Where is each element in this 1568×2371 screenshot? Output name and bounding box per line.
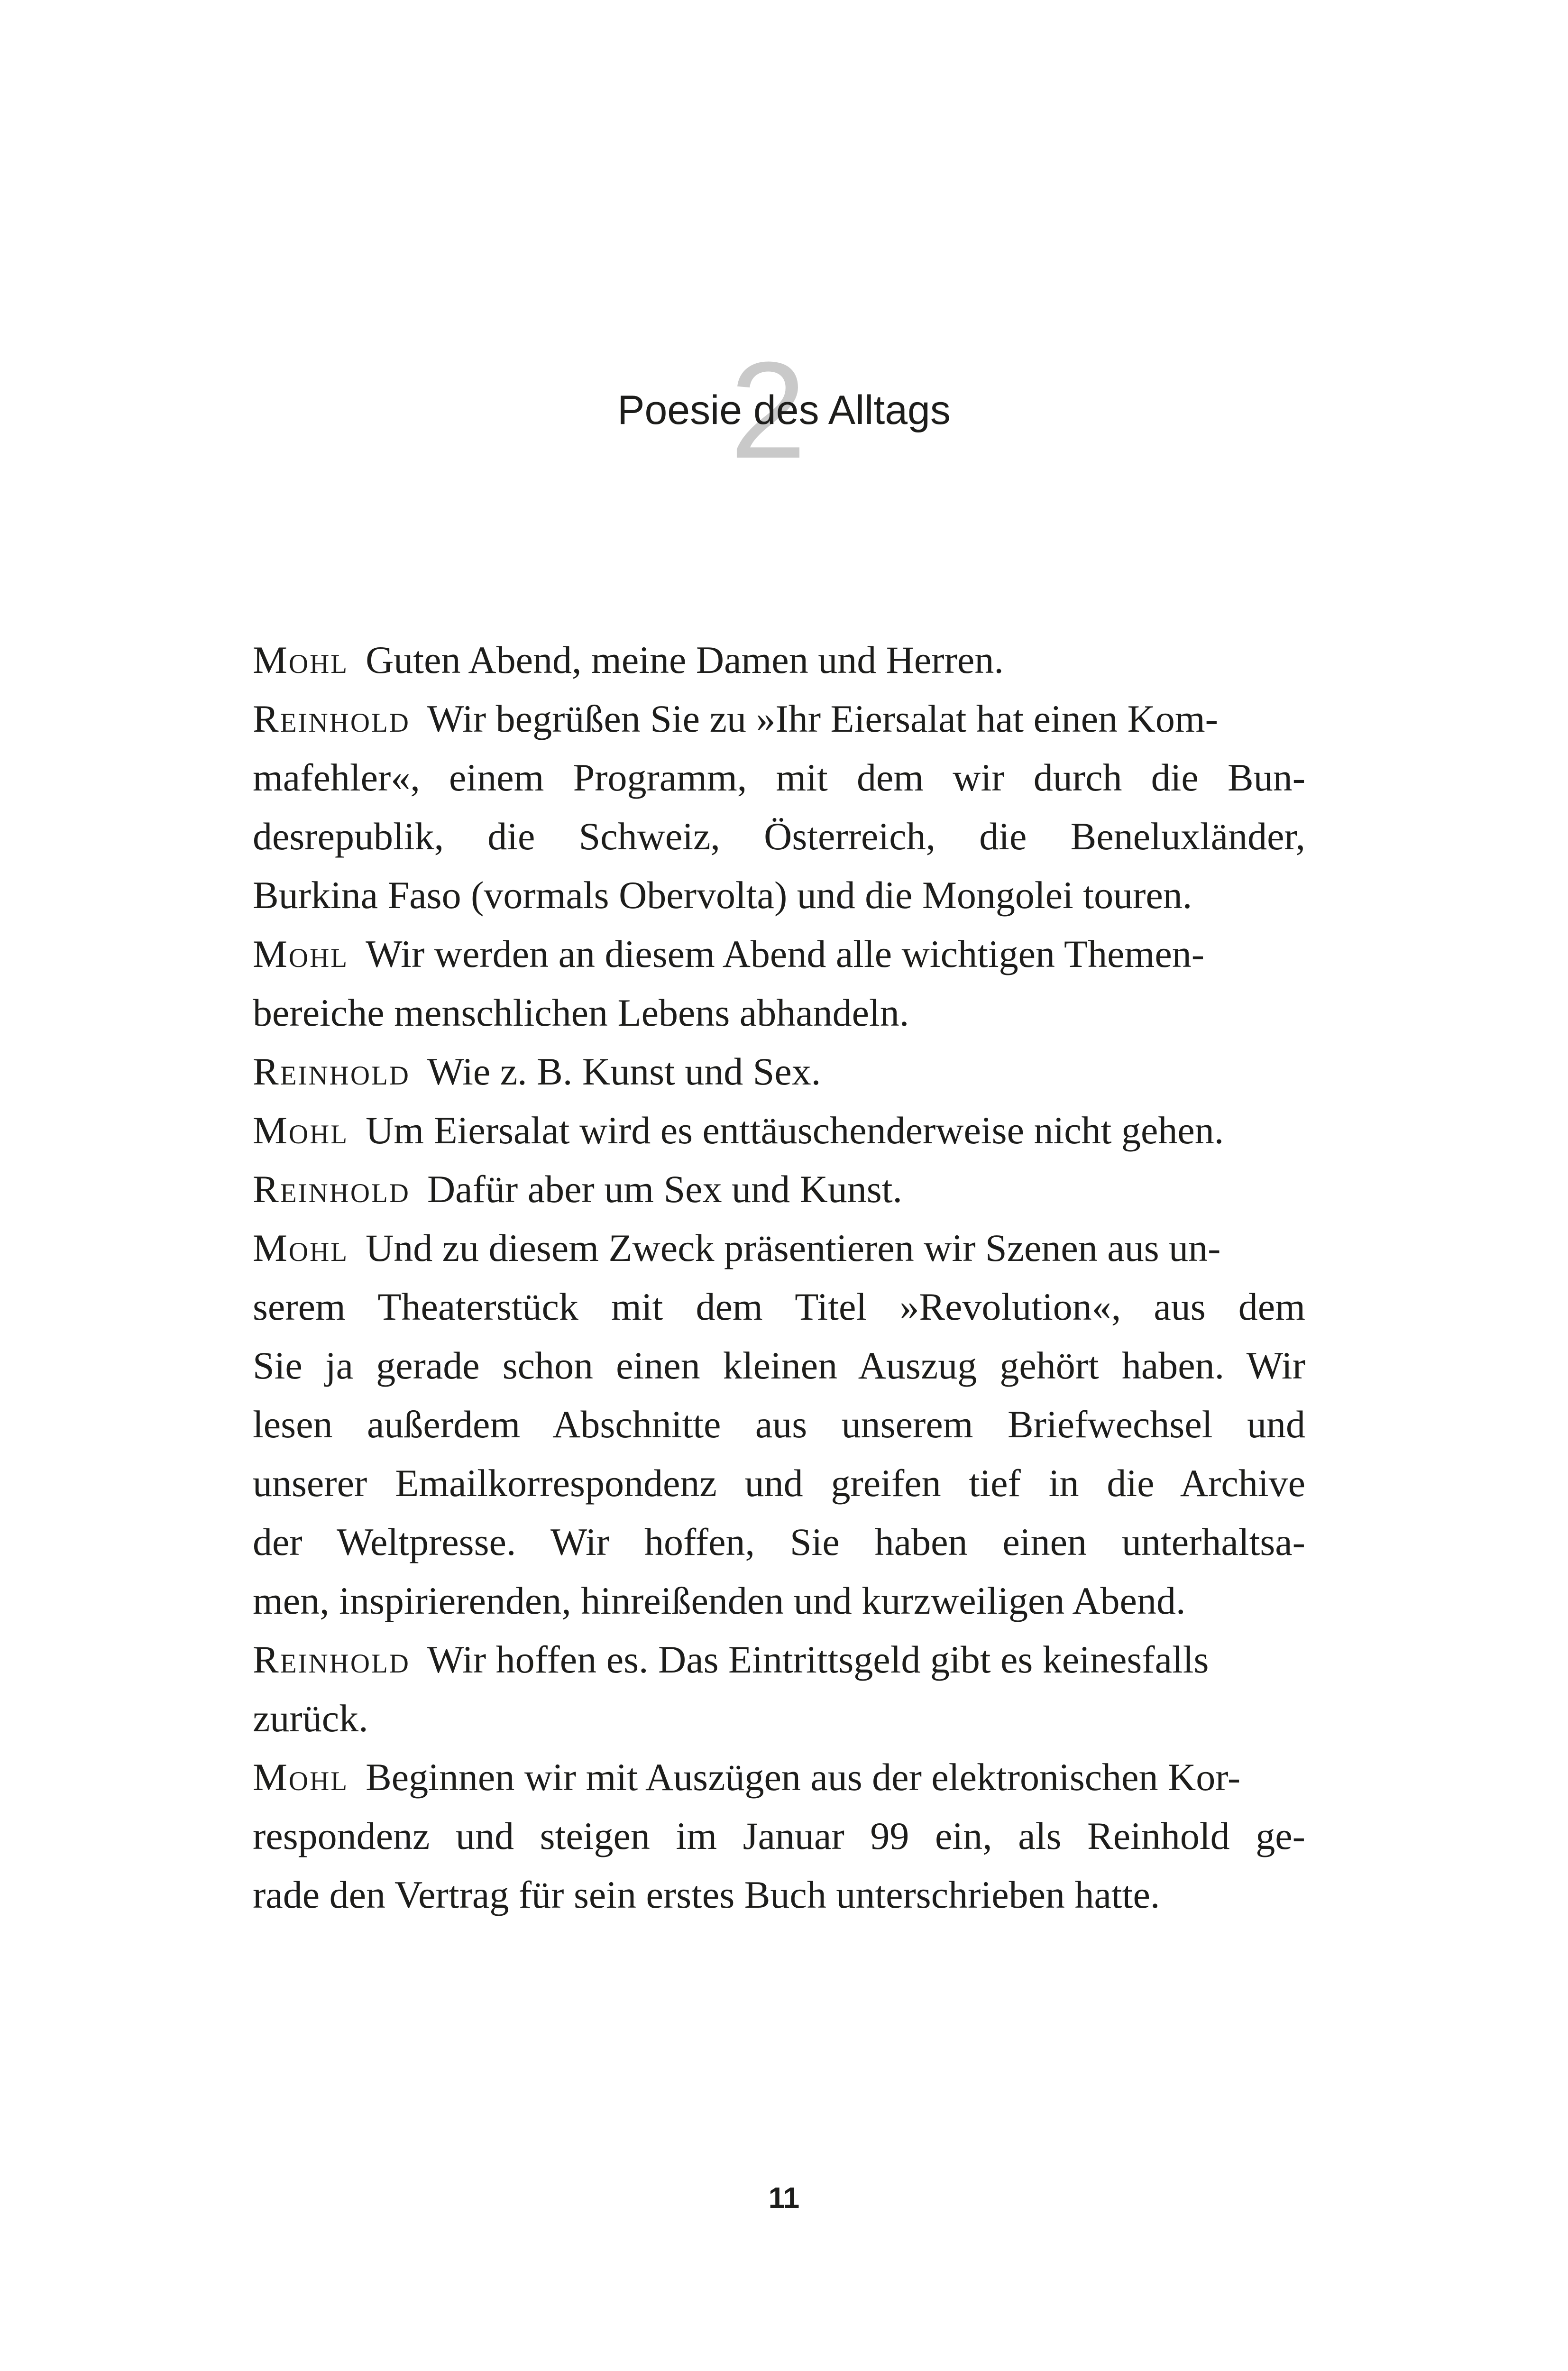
- dialogue-line: Wir hoffen es. Das Eintrittsgeld gibt es keinesfalls: [427, 1638, 1209, 1681]
- dialogue-line: Und zu diesem Zweck präsentieren wir Szenen aus un-: [366, 1226, 1221, 1269]
- dialogue-line: desrepublik, die Schweiz, Österreich, die Beneluxländer,: [253, 815, 1305, 858]
- dialogue-line: lesen außerdem Abschnitte aus unserem Briefwechsel und: [253, 1403, 1305, 1446]
- dialogue-line: Wir begrüßen Sie zu »Ihr Eiersalat hat einen Kom-: [427, 697, 1218, 740]
- chapter-title: Poesie des Alltags: [617, 387, 951, 433]
- dialogue-entry: [253, 1042, 1305, 1101]
- dialogue-line: Dafür aber um Sex und Kunst.: [427, 1167, 902, 1211]
- page-number: 11: [768, 2182, 800, 2215]
- chapter-number: 2: [730, 333, 807, 487]
- speaker-name: Reinhold: [253, 1638, 410, 1681]
- dialogue-entry: [253, 631, 1305, 689]
- dialogue-line: respondenz und steigen im Januar 99 ein, als Reinhold ge-: [253, 1814, 1305, 1857]
- speaker-name: Reinhold: [253, 1167, 410, 1211]
- dialogue-entry: [253, 1748, 1305, 1924]
- dialogue-entry: [253, 1101, 1305, 1160]
- dialogue-line: mafehler«, einem Programm, mit dem wir durch die Bun-: [253, 756, 1305, 799]
- dialogue-line: Guten Abend, meine Damen und Herren.: [366, 638, 1004, 681]
- dialogue-block: [253, 631, 1305, 1924]
- dialogue-entry: [253, 1219, 1305, 1630]
- dialogue-line: Wir werden an diesem Abend alle wichtigen Themen-: [366, 932, 1205, 975]
- speaker-name: Mohl: [253, 932, 349, 975]
- speaker-name: Mohl: [253, 1755, 349, 1799]
- dialogue-entry: [253, 689, 1305, 925]
- dialogue-line: Burkina Faso (vormals Obervolta) und die Mongolei touren.: [253, 873, 1192, 917]
- dialogue-line: Um Eiersalat wird es enttäuschenderweise nicht gehen.: [366, 1109, 1224, 1152]
- dialogue-line: Beginnen wir mit Auszügen aus der elektronischen Kor-: [366, 1755, 1241, 1799]
- dialogue-line: Wie z. B. Kunst und Sex.: [427, 1050, 821, 1093]
- dialogue-entry: [253, 1630, 1305, 1748]
- speaker-name: Mohl: [253, 1109, 349, 1152]
- dialogue-line: unserer Emailkorrespondenz und greifen tief in die Archive: [253, 1461, 1305, 1505]
- dialogue-line: rade den Vertrag für sein erstes Buch unterschrieben hatte.: [253, 1873, 1160, 1916]
- dialogue-entry: [253, 925, 1305, 1042]
- dialogue-line: bereiche menschlichen Lebens abhandeln.: [253, 991, 909, 1034]
- speaker-name: Mohl: [253, 638, 349, 681]
- dialogue-line: serem Theaterstück mit dem Titel »Revolution«, aus dem: [253, 1285, 1305, 1328]
- speaker-name: Reinhold: [253, 697, 410, 740]
- dialogue-line: der Weltpresse. Wir hoffen, Sie haben einen unterhaltsa-: [253, 1520, 1305, 1563]
- dialogue-line: Sie ja gerade schon einen kleinen Auszug gehört haben. Wir: [253, 1344, 1305, 1387]
- dialogue-line: zurück.: [253, 1697, 368, 1740]
- dialogue-entry: [253, 1160, 1305, 1219]
- speaker-name: Mohl: [253, 1226, 349, 1269]
- speaker-name: Reinhold: [253, 1050, 410, 1093]
- dialogue-line: men, inspirierenden, hinreißenden und kurzweiligen Abend.: [253, 1579, 1186, 1622]
